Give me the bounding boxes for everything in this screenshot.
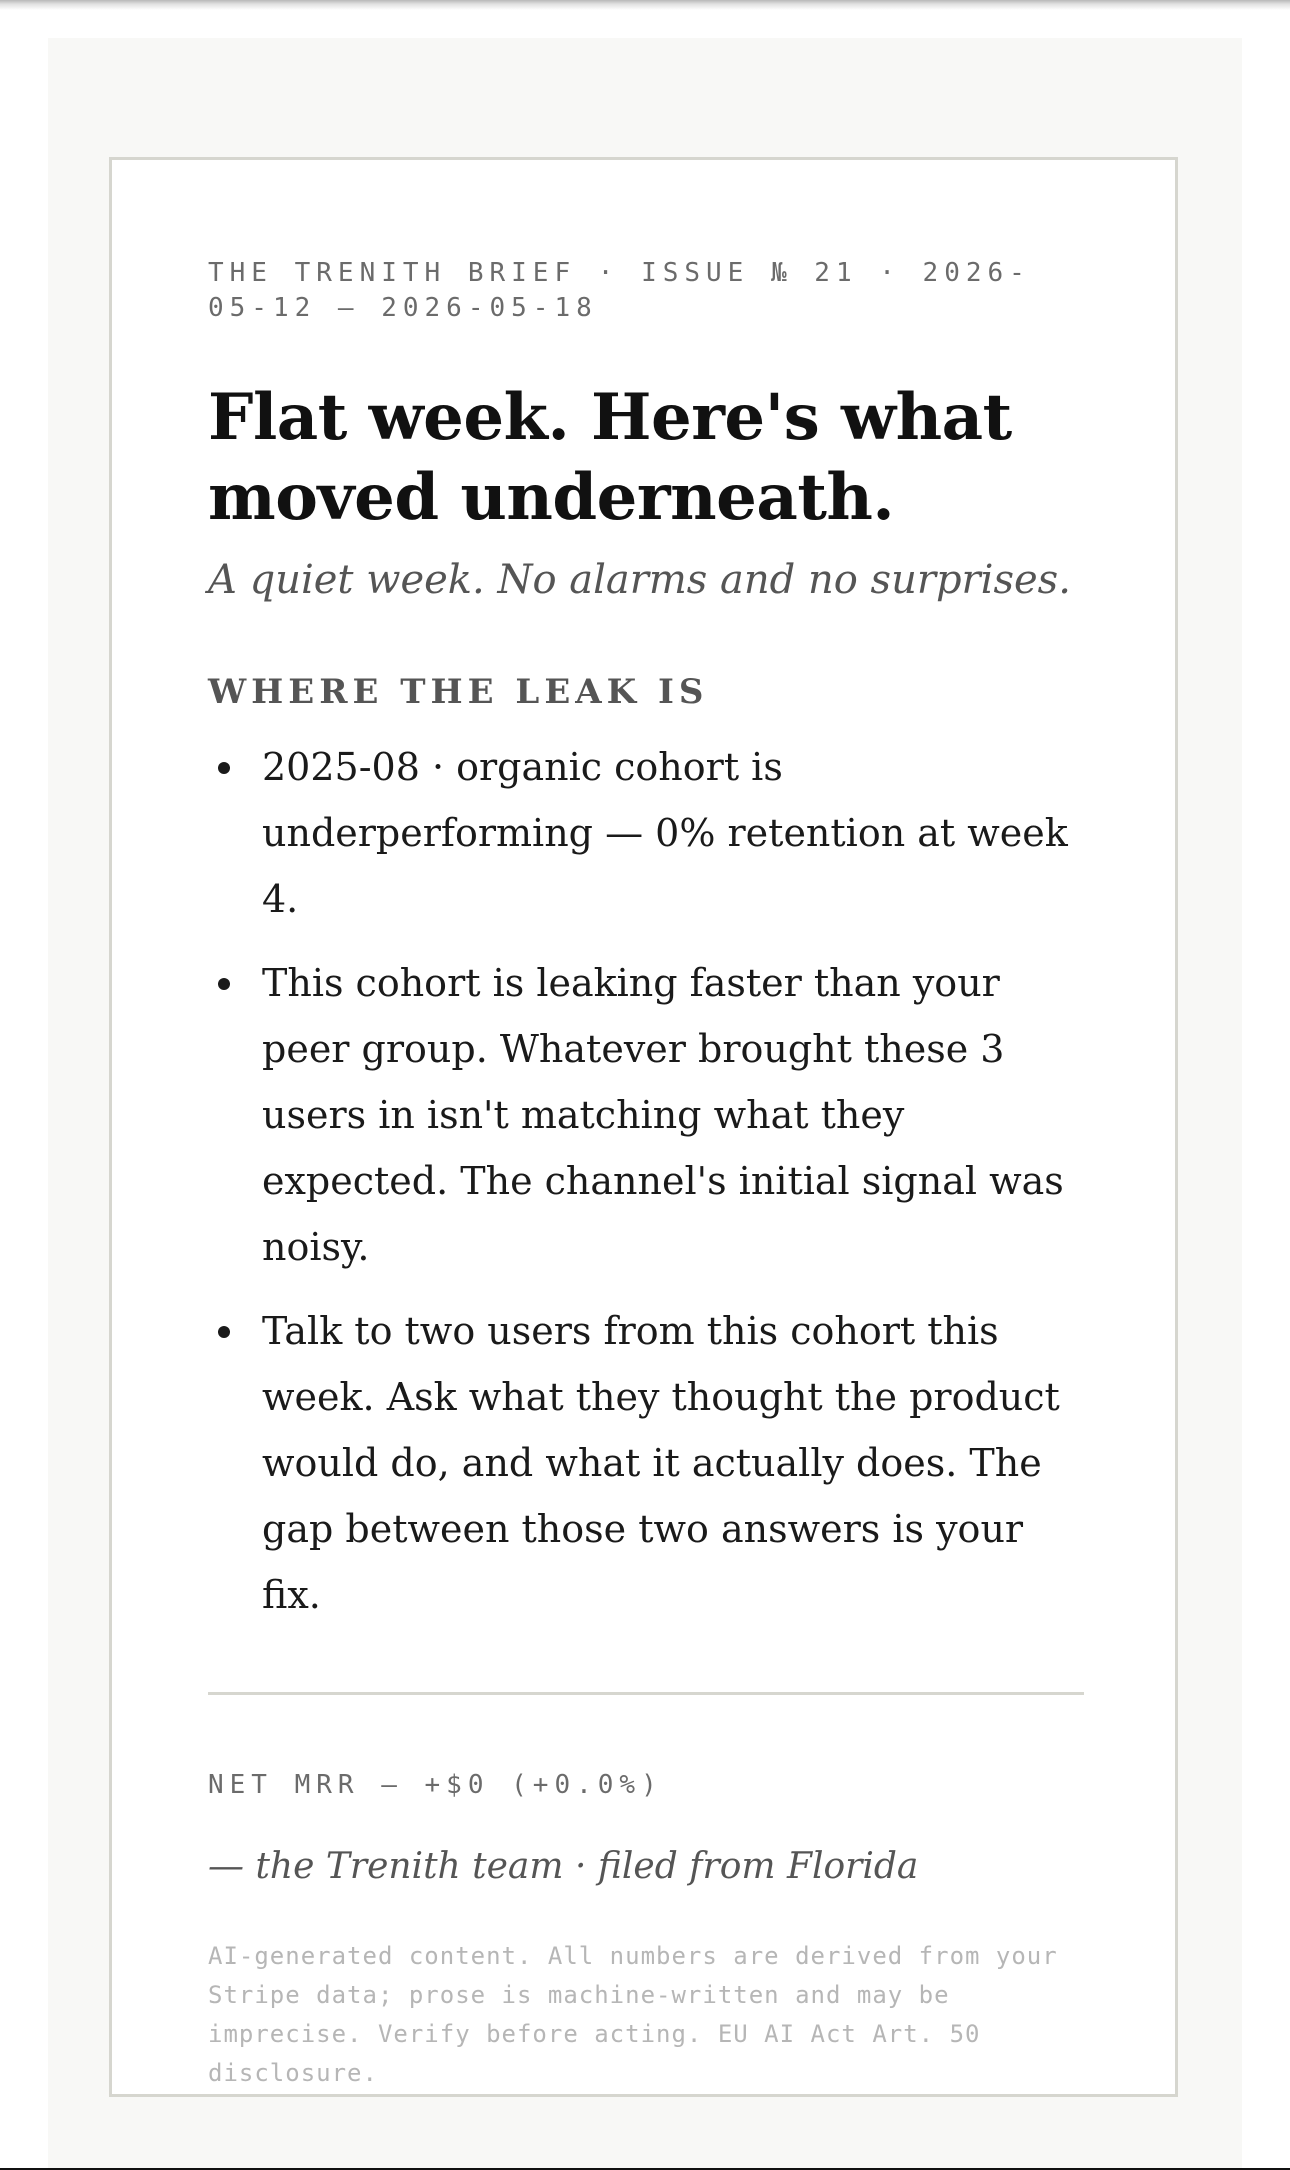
list-item	[208, 734, 1088, 932]
leak-bullet-list	[208, 734, 1088, 1628]
bullet-dot-icon	[218, 762, 230, 774]
bullet-dot-icon	[218, 1326, 230, 1338]
section-title: WHERE THE LEAK IS	[208, 672, 709, 712]
bullet-text: 2025-08 · organic cohort is underperforming — 0% retention at week 4.	[262, 745, 1068, 921]
net-mrr-readout: NET MRR — +$0 (+0.0%)	[208, 1770, 663, 1800]
newsletter-content	[208, 256, 1088, 2093]
subhead: A quiet week. No alarms and no surprises.	[208, 557, 1071, 603]
list-item	[208, 1298, 1088, 1628]
divider	[208, 1692, 1084, 1695]
list-item	[208, 950, 1088, 1280]
ai-disclaimer: AI-generated content. All numbers are derived from your Stripe data; prose is machine-written and may be imprecise. Verify before acting. EU AI Act Art. 50 disclosure.	[208, 1942, 1058, 2087]
headline: Flat week. Here's what moved underneath.	[208, 380, 1012, 535]
signoff: — the Trenith team · filed from Florida	[208, 1846, 919, 1887]
bullet-dot-icon	[218, 978, 230, 990]
newsletter-card	[109, 157, 1178, 2097]
bullet-text: This cohort is leaking faster than your peer group. Whatever brought these 3 users in isn't matching what they expected. The channel's initial signal was noisy.	[262, 961, 1064, 1269]
bullet-text: Talk to two users from this cohort this week. Ask what they thought the product would do, and what it actually does. The gap between those two answers is your fix.	[262, 1309, 1060, 1617]
top-shadow	[0, 0, 1290, 10]
issue-kicker: THE TRENITH BRIEF · ISSUE № 21 · 2026-05-12 — 2026-05-18	[208, 258, 1031, 323]
